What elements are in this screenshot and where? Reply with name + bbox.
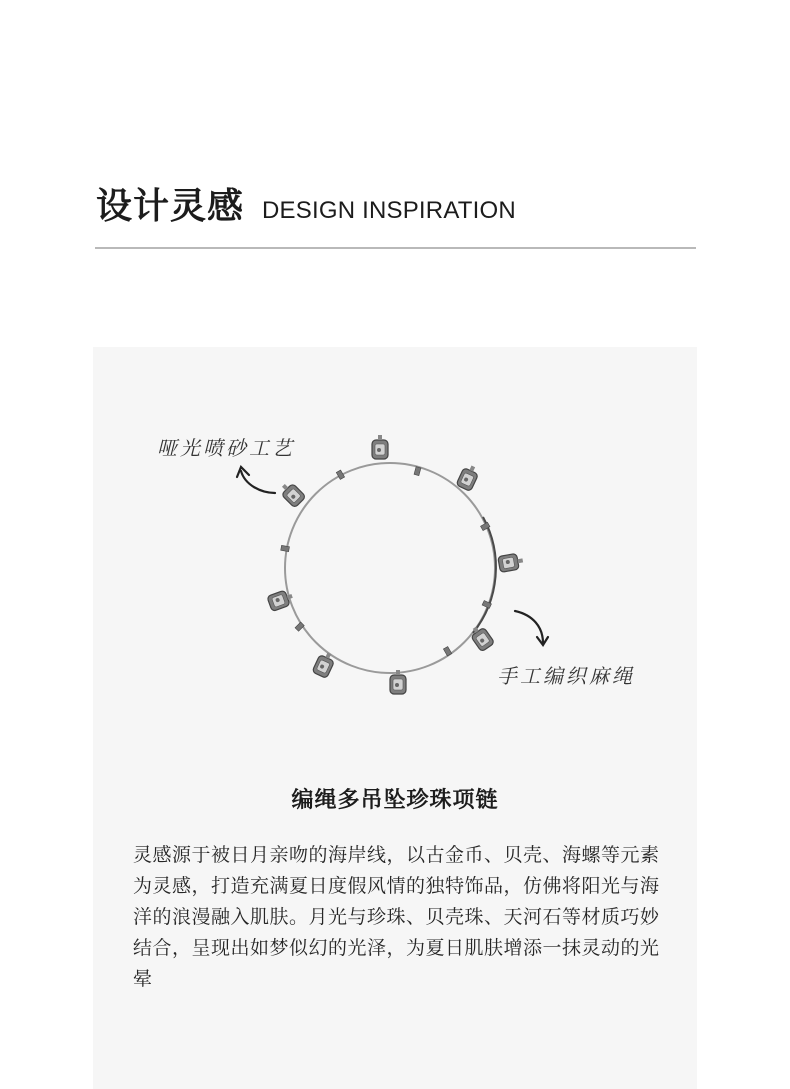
curved-arrow-icon [237, 467, 275, 493]
pendant-charm-icon [312, 650, 337, 679]
product-title: 编绳多吊坠珍珠项链 [291, 788, 499, 813]
section-title-en: DESIGN INSPIRATION [262, 197, 516, 224]
curved-arrow-icon [515, 611, 548, 645]
section-title-cn: 设计灵感 [96, 186, 245, 227]
spacer-beads [281, 467, 492, 656]
pendant-charm-icon [278, 480, 306, 508]
product-description: 灵感源于被日月亲吻的海岸线，以古金币、贝壳、海螺等元素为灵感，打造充满夏日度假风情的独特饰品，仿佛将阳光与海洋的浪漫融入肌肤。月光与珍珠、贝壳珠、天河石等材质巧妙结合，呈现出如梦似幻的光泽，为夏日肌肤增添一抹灵动的光晕 [133, 844, 660, 990]
header-divider [95, 247, 696, 249]
necklace-cord [285, 463, 495, 673]
pendant-charm-icon [468, 623, 495, 652]
product-panel [93, 347, 697, 1089]
section-header [96, 178, 516, 229]
callout-matte-sandblast: 哑光喷砂工艺 [157, 436, 295, 460]
pendant-charm-icon [456, 463, 481, 492]
pendant-charm-icon [498, 553, 524, 573]
necklace-cord-dark [473, 517, 496, 633]
pendant-charm-icon [372, 435, 388, 459]
callout-handwoven-hemp: 手工编织麻绳 [497, 664, 635, 688]
